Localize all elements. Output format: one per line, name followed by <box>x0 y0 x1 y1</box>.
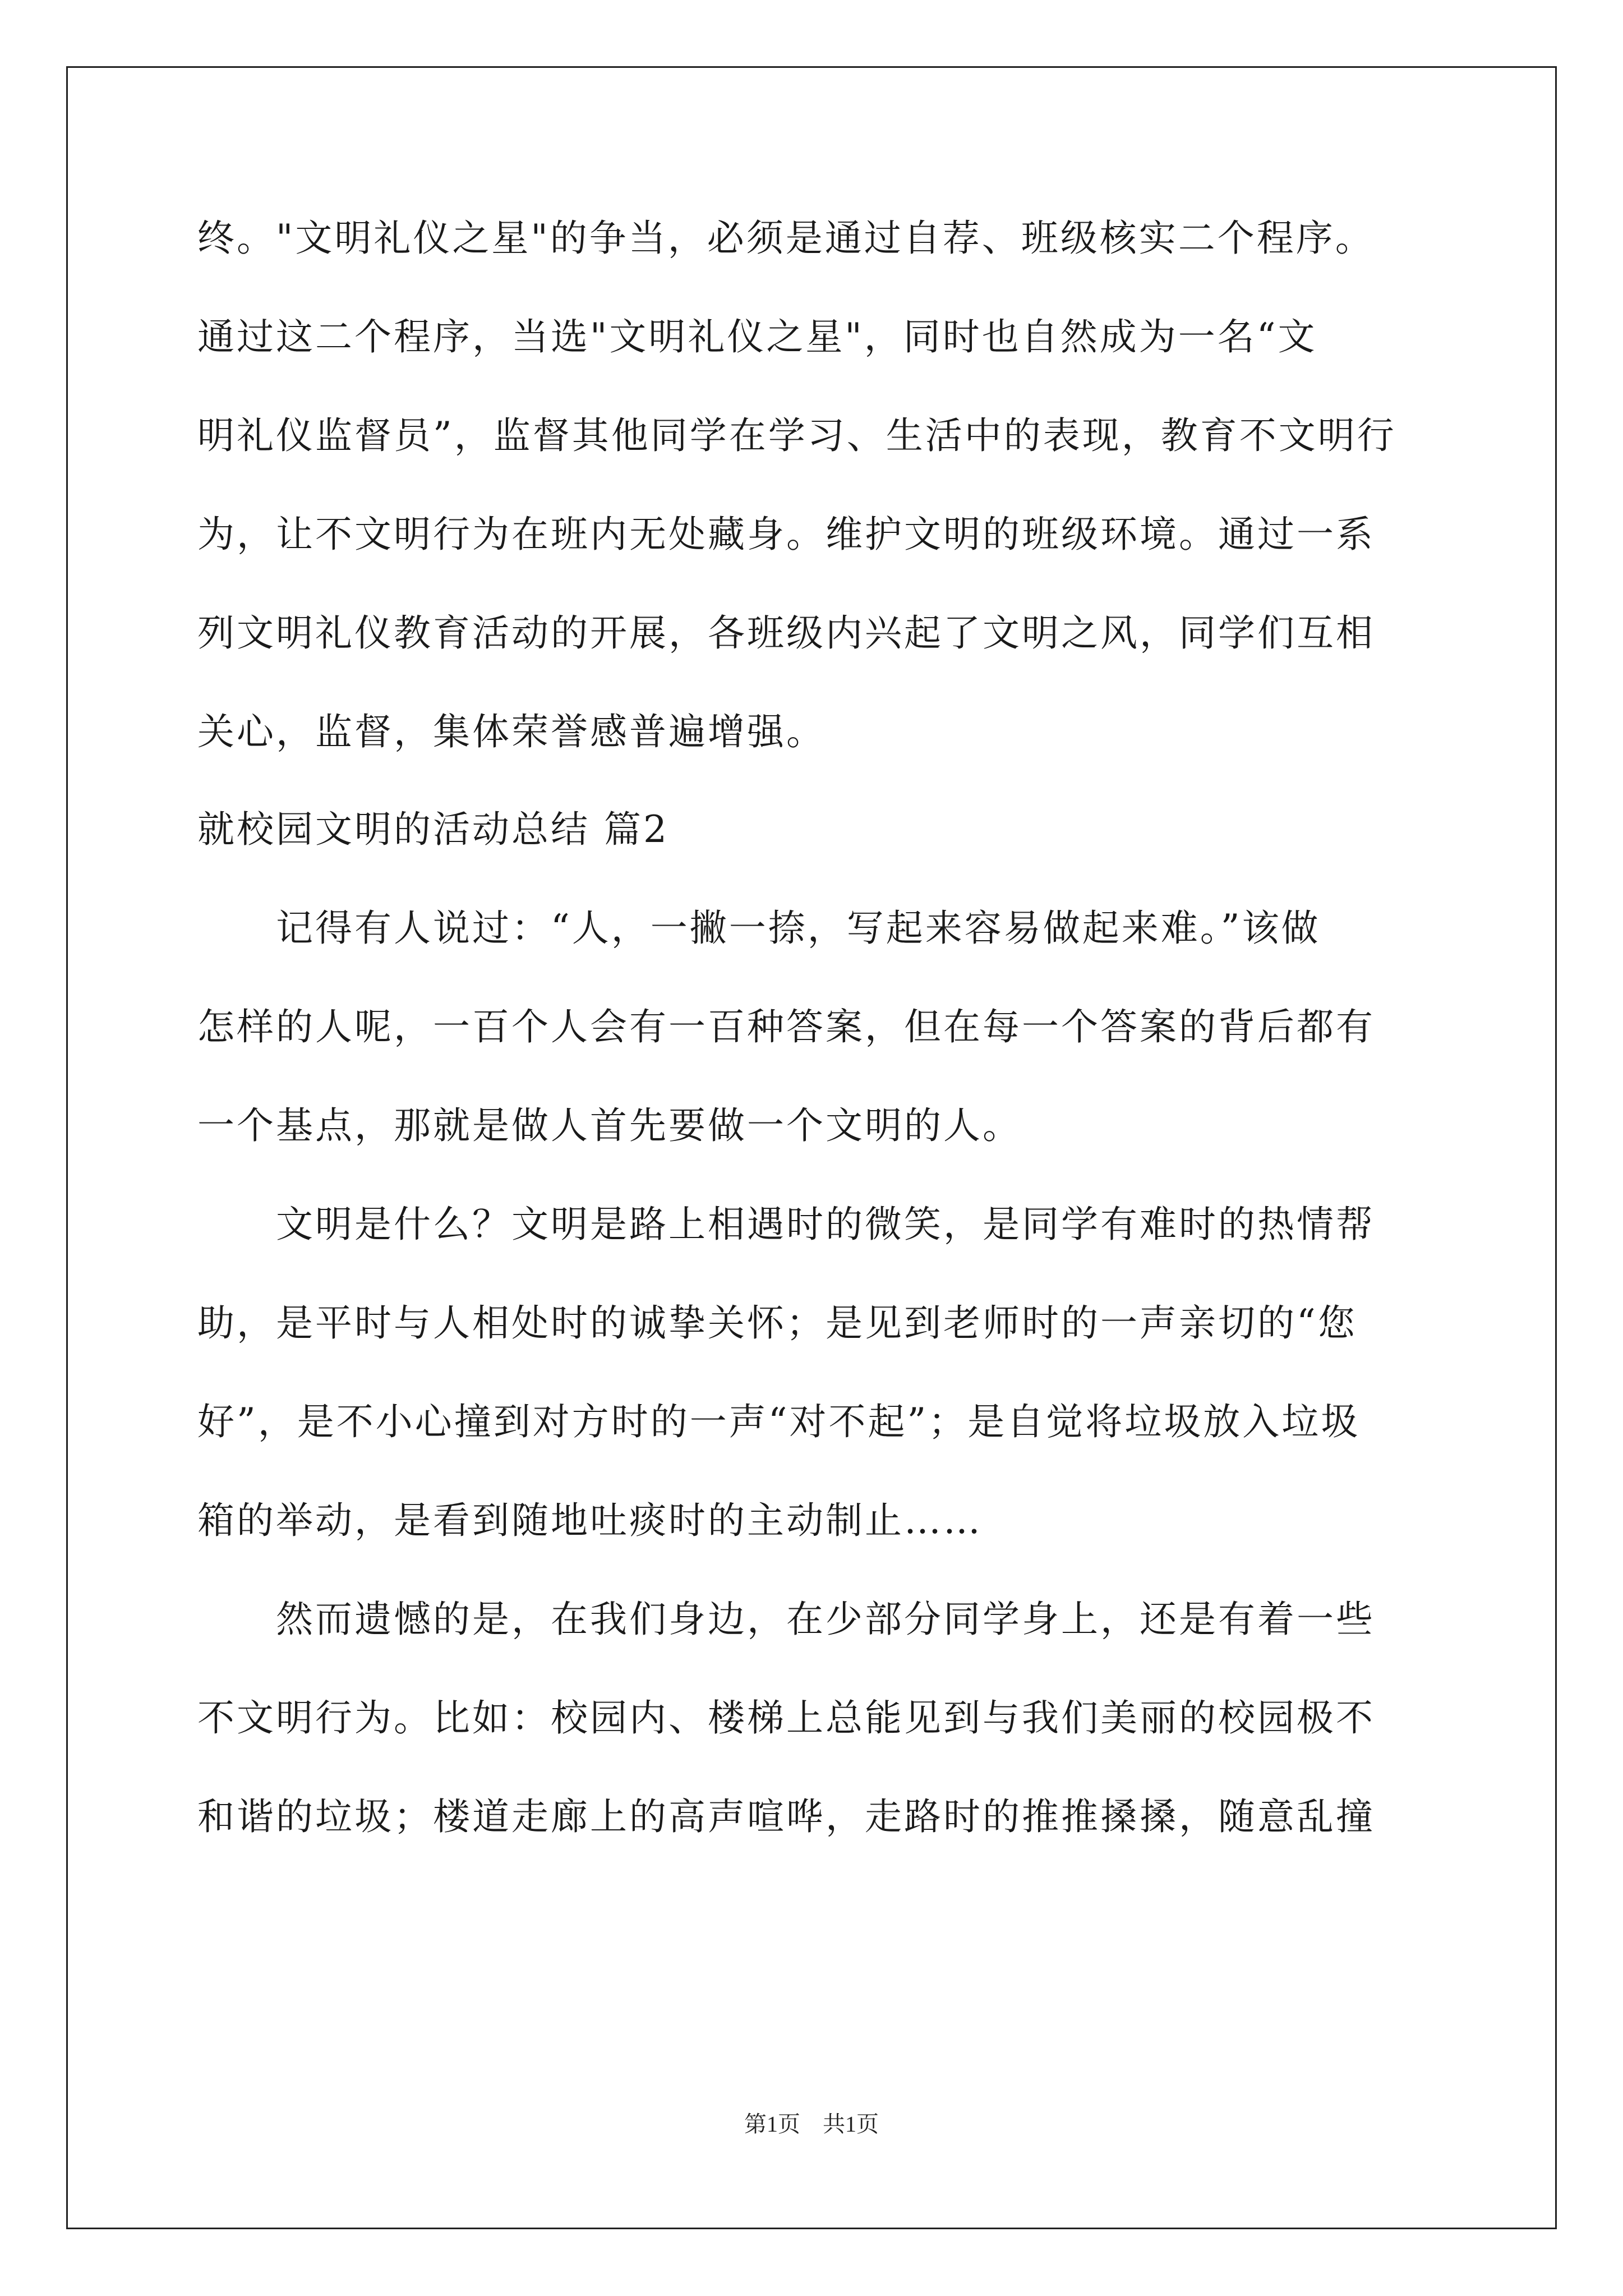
text-line: 助，是平时与人相处时的诚挚关怀；是见到老师时的一声亲切的“您 <box>197 1301 1357 1345</box>
text-line: 和谐的垃圾；楼道走廊上的高声喧哗，走路时的推推搡搡，随意乱撞 <box>197 1795 1375 1838</box>
text-line: 箱的举动，是看到随地吐痰时的主动制止…… <box>197 1499 983 1542</box>
text-line: 为，让不文明行为在班内无处藏身。维护文明的班级环境。通过一系 <box>197 513 1375 556</box>
text-line: 通过这二个程序，当选"文明礼仪之星"，同时也自然成为一名“文 <box>197 315 1317 358</box>
text-line: 记得有人说过：“人，一撇一捺，写起来容易做起来难。”该做 <box>197 907 1321 950</box>
text-line: 怎样的人呢，一百个人会有一百种答案，但在每一个答案的背后都有 <box>197 1005 1375 1048</box>
text-line: 一个基点，那就是做人首先要做一个文明的人。 <box>197 1104 1022 1147</box>
text-line: 明礼仪监督员”，监督其他同学在学习、生活中的表现，教育不文明行 <box>197 414 1396 457</box>
text-line: 列文明礼仪教育活动的开展，各班级内兴起了文明之风，同学们互相 <box>197 611 1375 655</box>
text-line: 不文明行为。比如：校园内、楼梯上总能见到与我们美丽的校园极不 <box>197 1696 1375 1740</box>
text-line: 然而遗憾的是，在我们身边，在少部分同学身上，还是有着一些 <box>197 1598 1375 1641</box>
text-line: 终。"文明礼仪之星"的争当，必须是通过自荐、班级核实二个程序。 <box>197 217 1375 260</box>
text-line: 好”，是不小心撞到对方时的一声“对不起”；是自觉将垃圾放入垃圾 <box>197 1400 1361 1443</box>
page-number-footer: 第1页 共1页 <box>744 2111 879 2137</box>
text-line: 关心，监督，集体荣誉感普遍增强。 <box>197 710 826 753</box>
text-line: 文明是什么？文明是路上相遇时的微笑，是同学有难时的热情帮 <box>197 1203 1375 1246</box>
section-heading: 就校园文明的活动总结 篇2 <box>197 808 669 851</box>
